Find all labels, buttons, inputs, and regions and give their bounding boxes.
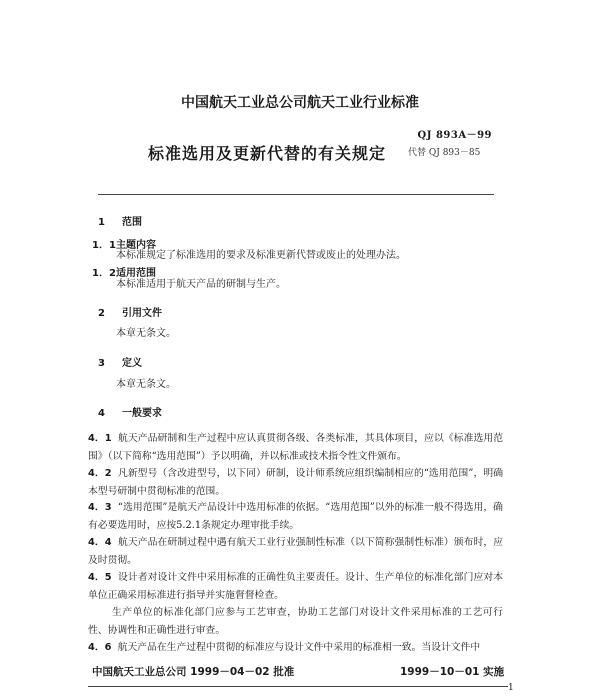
clause-number: 4．6 (88, 642, 112, 653)
section-3-heading (98, 354, 142, 369)
clause-text: 航天产品研制和生产过程中应认真贯彻各级、各类标准，其具体项目，应以《标准选用范围》（以下简称“选用范围”）予以明确，并以标准或技术指令性文件颁布。 (88, 433, 504, 462)
clause-number: 4．4 (88, 537, 112, 548)
clause-4-5 (88, 569, 503, 604)
section-number: 2 (98, 308, 105, 319)
clause-text: “选用范围”是航天产品设计中选用标准的依据。“选用范围”以外的标准一般不得选用，确有必要选用时，应按5.2.1条规定办理审批手续。 (88, 502, 503, 531)
section-1-heading (98, 213, 142, 228)
standard-number: QJ 893A－99 (417, 130, 492, 141)
section-3-text: 本章无条文。 (116, 379, 176, 390)
clause-4-4 (88, 534, 503, 569)
section-title: 定义 (122, 358, 142, 369)
header-divider (98, 194, 494, 195)
clause-number: 4．1 (88, 433, 112, 444)
footer-divider (88, 686, 508, 687)
section-2-text: 本章无条文。 (116, 328, 176, 339)
section-number: 3 (98, 358, 105, 369)
page-mark: 1 (508, 683, 514, 693)
clause-text: 设计者对设计文件中采用标准的正确性负主要责任。设计、生产单位的标准化部门应对本单位正确采用标准进行指导并实施督督检查。 (88, 572, 504, 601)
section-4-heading (98, 404, 162, 419)
effective-date: 1999－10－01 实施 (400, 666, 505, 678)
clause-text: 航天产品在研制过程中遇有航天工业行业强制性标准（以下简称强制性标准）颁布时，应及时贯彻。 (88, 537, 504, 566)
section-number: 1．1 (92, 240, 116, 251)
section-title: 主题内容 (116, 240, 156, 251)
document-title: 标准选用及更新代替的有关规定 (148, 144, 387, 163)
section-title: 适用范围 (116, 268, 156, 279)
clause-text: 航天产品在生产过程中贯彻的标准应与设计文件中采用的标准相一致。当设计文件中 (117, 642, 481, 653)
section-number: 4 (98, 408, 105, 419)
section-title: 引用文件 (122, 308, 162, 319)
clause-4-3 (88, 499, 503, 534)
issuing-organization: 中国航天工业总公司航天工业行业标准 (181, 95, 419, 111)
replaces-standard: 代替 QJ 893－85 (408, 148, 481, 158)
section-1-2-text: 本标准适用于航天产品的研制与生产。 (116, 279, 286, 290)
clause-text: 生产单位的标准化部门应参与工艺审查，协助工艺部门对设计文件采用标准的工艺可行性、协调性和正确性进行审查。 (88, 607, 503, 636)
clause-number: 4．5 (88, 572, 112, 583)
section-2-heading (98, 304, 162, 319)
clause-4-1 (88, 430, 503, 465)
section-1-1-text: 本标准规定了标准选用的要求及标准更新代替或废止的处理办法。 (116, 250, 406, 261)
section-title: 范围 (122, 217, 142, 228)
section-number: 1．2 (92, 268, 116, 279)
clause-number: 4．3 (88, 502, 112, 513)
section-title: 一般要求 (122, 408, 162, 419)
clause-number: 4．2 (88, 468, 112, 479)
approval-line: 中国航天工业总公司 1999－04－02 批准 (92, 666, 295, 678)
clause-4-6 (88, 639, 503, 657)
section-number: 1 (98, 217, 105, 228)
clause-4-2 (88, 465, 503, 500)
clause-text: 凡新型号（含改进型号，以下同）研制，设计师系统应组织编制相应的“选用范围”，明确本型号研制中贯彻标准的范围。 (88, 468, 503, 497)
clause-4-5-continued (88, 604, 503, 639)
